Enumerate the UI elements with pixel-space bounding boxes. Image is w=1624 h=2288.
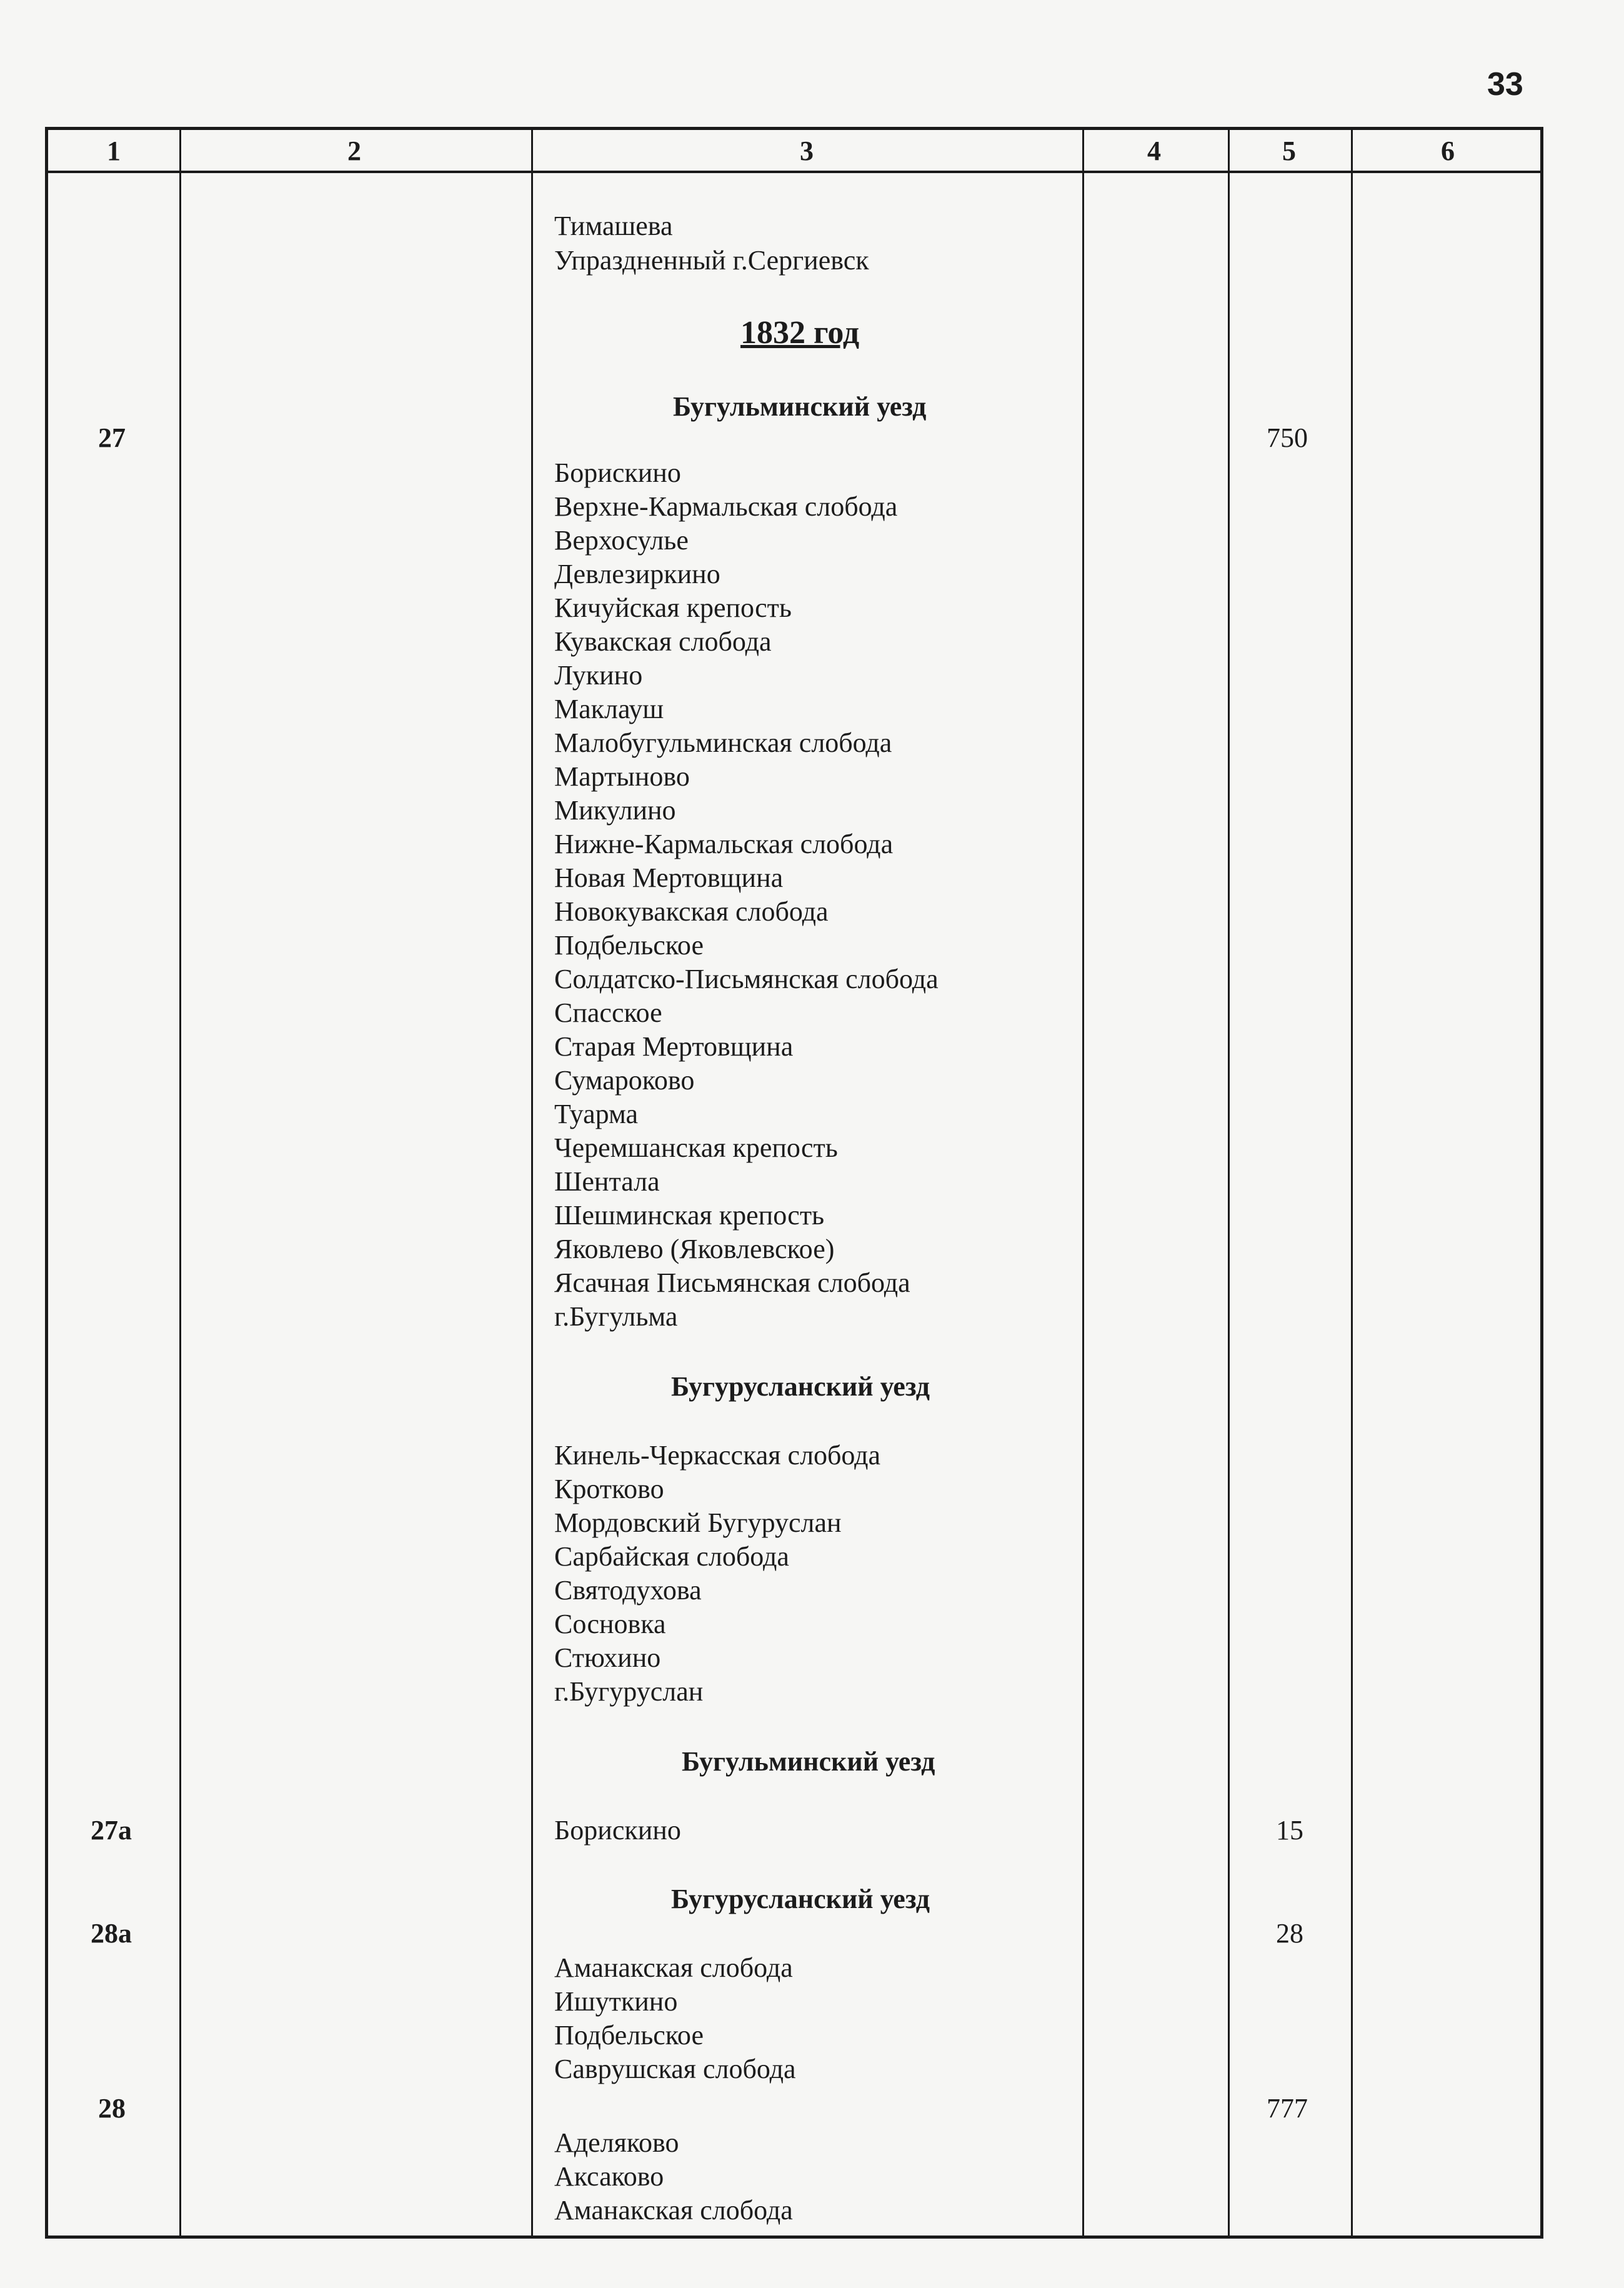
column-header-5: 5	[1282, 136, 1296, 166]
column-header-2: 2	[347, 136, 361, 166]
place-name: Кичуйская крепость	[554, 592, 792, 623]
place-name: Подбельское	[554, 930, 704, 961]
place-name: Ясачная Письмянская слобода	[554, 1267, 910, 1298]
column-divider	[1082, 130, 1084, 2236]
column-header-4: 4	[1147, 136, 1161, 166]
place-name: Девлезиркино	[554, 559, 720, 589]
place-name: Нижне-Кармальская слобода	[554, 829, 894, 859]
place-name: Кувакская слобода	[554, 626, 772, 657]
place-name: Лукино	[554, 660, 643, 691]
district-heading: Бугурусланский уезд	[671, 1884, 930, 1914]
place-name: Новокувакская слобода	[554, 896, 829, 927]
column-divider	[1351, 130, 1353, 2236]
place-name: Ишуткино	[554, 1986, 678, 2017]
place-name: Кротково	[554, 1474, 664, 1504]
place-name: Борискино	[554, 1815, 681, 1846]
entry-number: 27а	[91, 1815, 132, 1846]
place-name: Сосновка	[554, 1609, 666, 1639]
district-heading: Бугульминский уезд	[682, 1746, 935, 1777]
place-name: Аманакская слобода	[554, 1952, 793, 1983]
place-name: Яковлево (Яковлевское)	[554, 1234, 835, 1264]
place-name: Микулино	[554, 795, 676, 826]
place-name: Шентала	[554, 1166, 660, 1197]
place-name: Верхне-Кармальская слобода	[554, 491, 898, 522]
place-name: Маклауш	[554, 694, 664, 724]
place-name: г.Бугульма	[554, 1301, 678, 1332]
header-separator	[48, 171, 1540, 173]
place-name: Сарбайская слобода	[554, 1541, 789, 1572]
place-name: Черемшанская крепость	[554, 1132, 838, 1163]
district-heading: Бугурусланский уезд	[671, 1371, 930, 1402]
place-name: Упраздненный г.Сергиевск	[554, 245, 869, 276]
entry-value: 777	[1267, 2093, 1308, 2124]
place-name: Борискино	[554, 457, 681, 488]
place-name: Стюхино	[554, 1642, 661, 1673]
place-name: Новая Мертовщина	[554, 862, 784, 893]
place-name: Подбельское	[554, 2020, 704, 2051]
entry-value: 750	[1267, 422, 1308, 453]
place-name: Мордовский Бугуруслан	[554, 1507, 842, 1538]
column-divider	[1228, 130, 1230, 2236]
entry-value: 15	[1276, 1815, 1303, 1846]
place-name: Верхосулье	[554, 525, 689, 556]
page-number: 33	[1487, 66, 1523, 102]
place-name: Аделяково	[554, 2127, 679, 2158]
district-heading: Бугульминский уезд	[673, 391, 927, 422]
year-heading: 1832 год	[740, 315, 860, 351]
place-name: Старая Мертовщина	[554, 1031, 794, 1062]
place-name: Кинель-Черкасская слобода	[554, 1440, 881, 1471]
place-name: Малобугульминская слобода	[554, 727, 892, 758]
place-name: Сумароково	[554, 1065, 695, 1096]
place-name: Туарма	[554, 1099, 639, 1129]
column-divider	[531, 130, 533, 2236]
column-header-1: 1	[107, 136, 121, 166]
place-name: Мартыново	[554, 761, 690, 792]
entry-number: 28	[98, 2093, 126, 2124]
entry-number: 28а	[91, 1918, 132, 1949]
place-name: Аманакская слобода	[554, 2195, 793, 2226]
column-divider	[179, 130, 181, 2236]
place-name: Спасское	[554, 997, 662, 1028]
place-name: Саврушская слобода	[554, 2054, 796, 2084]
place-name: Тимашева	[554, 211, 673, 241]
place-name: г.Бугуруслан	[554, 1676, 704, 1707]
entry-number: 27	[98, 422, 126, 453]
place-name: Аксаково	[554, 2161, 664, 2192]
entry-value: 28	[1276, 1918, 1303, 1949]
place-name: Солдатско-Письмянская слобода	[554, 964, 939, 994]
column-header-6: 6	[1441, 136, 1455, 166]
column-header-3: 3	[800, 136, 814, 166]
register-table	[45, 127, 1543, 2239]
place-name: Шешминская крепость	[554, 1200, 825, 1231]
place-name: Святодухова	[554, 1575, 702, 1606]
